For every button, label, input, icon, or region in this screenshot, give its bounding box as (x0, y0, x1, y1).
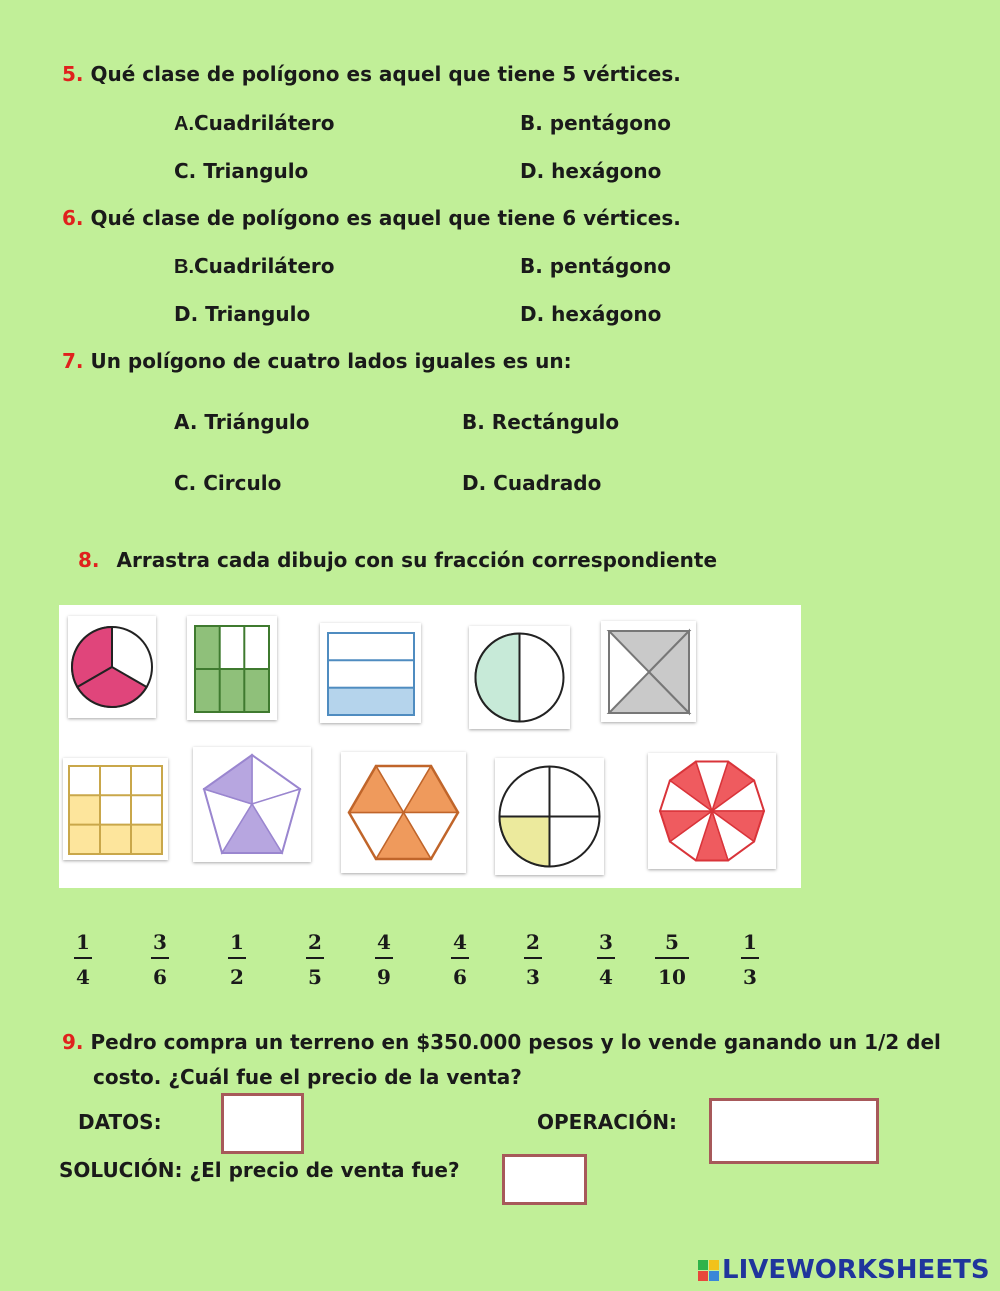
option-d[interactable]: D. hexágono (520, 159, 662, 183)
numerator: 4 (375, 932, 393, 959)
numerator: 1 (74, 932, 92, 959)
liveworksheets-logo (698, 1255, 990, 1285)
logo-mark-icon (698, 1260, 719, 1281)
drawing-rectangle-thirds[interactable] (320, 623, 421, 723)
question-6 (62, 206, 681, 230)
option-text: Cuadrilátero (194, 111, 335, 135)
fraction-card[interactable] (375, 932, 393, 987)
question-text: Un polígono de cuatro lados iguales es un: (90, 349, 572, 373)
fraction-card[interactable] (741, 932, 759, 987)
denominator: 4 (76, 965, 90, 989)
option-b[interactable]: B. pentágono (520, 254, 672, 278)
denominator: 3 (743, 965, 757, 989)
grid-ninths-icon (63, 758, 168, 860)
question-number: 6. (62, 206, 84, 230)
denominator: 4 (599, 965, 613, 989)
question-text: Qué clase de polígono es aquel que tiene 5 vértices. (90, 62, 681, 86)
question-text: Arrastra cada dibujo con su fracción correspondiente (116, 548, 718, 572)
question-text-line-2: costo. ¿Cuál fue el precio de la venta? (93, 1065, 522, 1089)
option-b[interactable]: B. pentágono (520, 111, 672, 135)
question-number: 9. (62, 1030, 84, 1054)
option-c[interactable]: C. Triangulo (174, 159, 309, 183)
denominator: 2 (230, 965, 244, 989)
denominator: 3 (526, 965, 540, 989)
operacion-input-box[interactable] (709, 1098, 879, 1164)
decagon-tenths-icon (648, 753, 776, 869)
fraction-card[interactable] (306, 932, 324, 987)
numerator: 2 (306, 932, 324, 959)
numerator: 5 (655, 932, 689, 959)
question-number: 7. (62, 349, 84, 373)
option-letter: B. (174, 256, 194, 278)
fraction-card[interactable] (228, 932, 246, 987)
drawing-hexagon-sixths[interactable] (341, 752, 466, 873)
denominator: 9 (377, 965, 391, 989)
question-9 (62, 1030, 941, 1054)
denominator: 5 (308, 965, 322, 989)
numerator: 2 (524, 932, 542, 959)
question-text: Qué clase de polígono es aquel que tiene 6 vértices. (90, 206, 681, 230)
option-d[interactable]: D. Cuadrado (462, 471, 602, 495)
option-letter: A. (174, 113, 194, 135)
hexagon-sixths-icon (341, 752, 466, 873)
numerator: 1 (228, 932, 246, 959)
question-number: 5. (62, 62, 84, 86)
question-text: Pedro compra un terreno en $350.000 pesos y lo vende ganando un 1/2 del (90, 1030, 941, 1054)
fraction-card[interactable] (451, 932, 469, 987)
option-text: Cuadrilátero (194, 254, 335, 278)
denominator: 6 (453, 965, 467, 989)
fraction-card[interactable] (151, 932, 169, 987)
numerator: 3 (597, 932, 615, 959)
denominator: 6 (153, 965, 167, 989)
circle-halves-icon (469, 626, 570, 729)
square-quarters-icon (601, 621, 696, 722)
question-5 (62, 62, 681, 86)
option-a[interactable] (174, 111, 335, 136)
option-c[interactable]: D. Triangulo (174, 302, 311, 326)
question-8 (78, 548, 717, 572)
fraction-card[interactable] (655, 932, 689, 987)
pentagon-fifths-icon (193, 747, 311, 862)
brand-name: LIVEWORKSHEETS (722, 1255, 990, 1285)
circle-quarters-icon (495, 758, 604, 875)
drawing-pentagon-fifths[interactable] (193, 747, 311, 862)
numerator: 1 (741, 932, 759, 959)
numerator: 3 (151, 932, 169, 959)
drawing-decagon-tenths[interactable] (648, 753, 776, 869)
rectangle-thirds-icon (320, 623, 421, 723)
question-number: 8. (78, 548, 100, 572)
drawing-rectangle-sixths[interactable] (187, 616, 277, 720)
solucion-input-box[interactable] (502, 1154, 587, 1205)
datos-input-box[interactable] (221, 1093, 304, 1154)
drawing-circle-halves[interactable] (469, 626, 570, 729)
fraction-card[interactable] (524, 932, 542, 987)
fraction-card[interactable] (74, 932, 92, 987)
operacion-label: OPERACIÓN: (537, 1110, 678, 1134)
datos-label: DATOS: (78, 1110, 162, 1134)
option-b[interactable]: B. Rectángulo (462, 410, 620, 434)
solucion-label: SOLUCIÓN: ¿El precio de venta fue? (59, 1158, 460, 1182)
rectangle-sixths-icon (187, 616, 277, 720)
drawing-circle-quarters[interactable] (495, 758, 604, 875)
drawing-square-quarters[interactable] (601, 621, 696, 722)
drawing-circle-thirds[interactable] (68, 616, 156, 718)
drawing-grid-ninths[interactable] (63, 758, 168, 860)
question-7 (62, 349, 572, 373)
circle-thirds-icon (68, 616, 156, 718)
option-a[interactable]: A. Triángulo (174, 410, 310, 434)
fraction-card[interactable] (597, 932, 615, 987)
option-c[interactable]: C. Circulo (174, 471, 282, 495)
option-d[interactable]: D. hexágono (520, 302, 662, 326)
option-a[interactable] (174, 254, 335, 279)
denominator: 10 (658, 965, 686, 989)
numerator: 4 (451, 932, 469, 959)
